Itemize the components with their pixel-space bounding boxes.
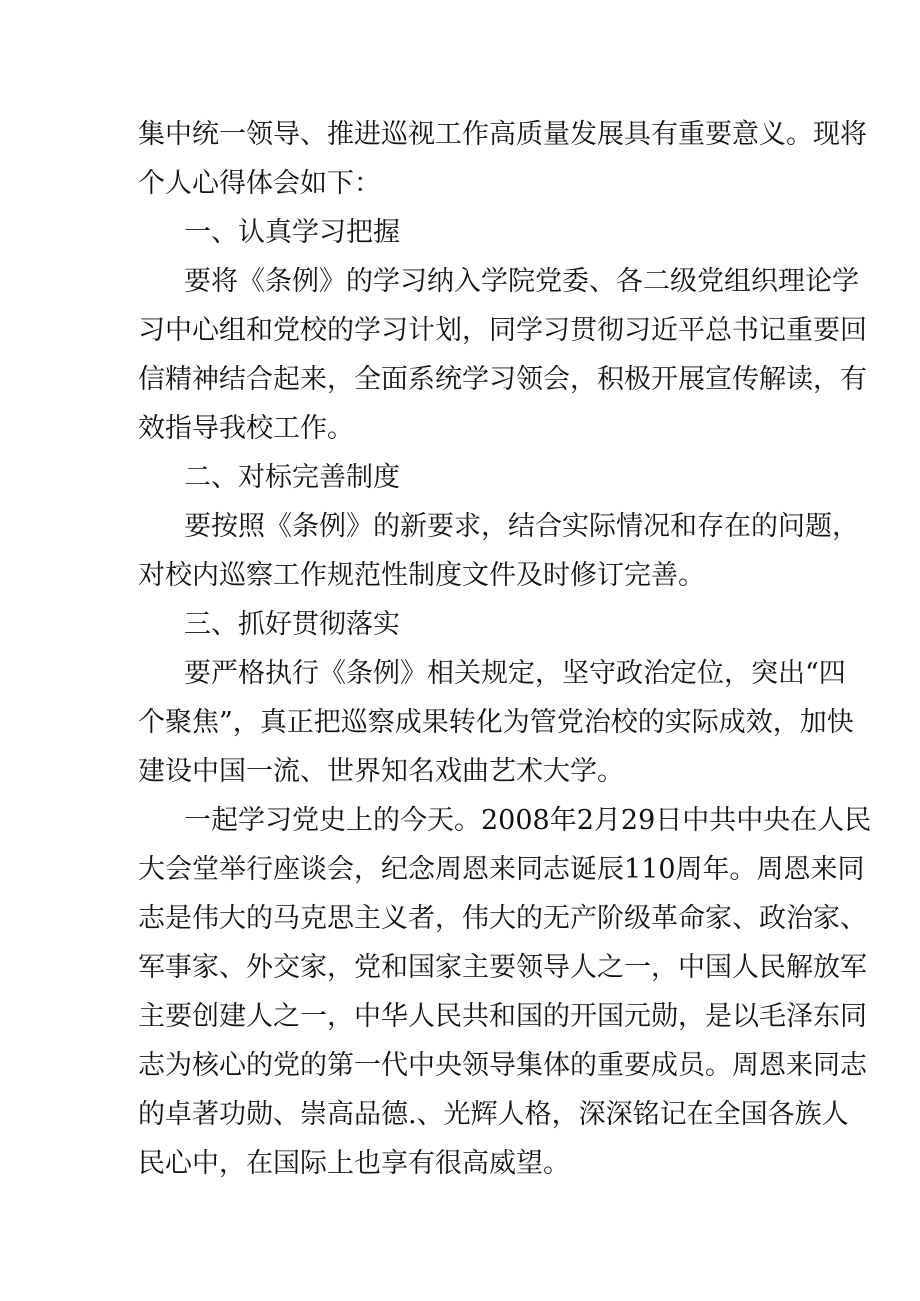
text-line-14: 建设中国一流、世界知名戏曲艺术大学。 [138,756,624,787]
text-line-5: 习中心组和党校的学习计划，同学习贯彻习近平总书记重要回 [138,315,867,346]
text-line-7: 效指导我校工作。 [138,413,354,444]
text-line-1: 集中统一领导、推进巡视工作高质量发展具有重要意义。现将 [138,119,867,150]
text-line-15: 一起学习党史上的今天。2008年2月29日中共中央在人民 [184,805,872,836]
section-heading-3: 三、抓好贯彻落实 [184,609,400,640]
text-line-9: 要按照《条例》的新要求，结合实际情况和存在的问题， [184,511,859,542]
text-line-22: 民心中，在国际上也享有很高威望。 [138,1148,570,1179]
text-line-6: 信精神结合起来，全面系统学习领会，积极开展宣传解读，有 [138,364,867,395]
text-line-18: 军事家、外交家，党和国家主要领导人之一，中国人民解放军 [138,952,867,983]
text-line-13: 个聚焦”，真正把巡察成果转化为管党治校的实际成效，加快 [138,707,854,738]
text-line-21: 的卓著功勋、崇高品德.、光辉人格，深深铭记在全国各族人 [138,1099,849,1130]
text-line-4: 要将《条例》的学习纳入学院党委、各二级党组织理论学 [184,266,859,297]
text-line-12: 要严格执行《条例》相关规定，坚守政治定位，突出“四 [184,658,846,689]
text-line-17: 志是伟大的马克思主义者，伟大的无产阶级革命家、政治家、 [138,903,867,934]
text-line-20: 志为核心的党的第一代中央领导集体的重要成员。周恩来同志 [138,1050,867,1081]
section-heading-2: 二、对标完善制度 [184,462,400,493]
text-line-2: 个人心得体会如下： [138,168,381,199]
document-page [138,110,872,1188]
text-line-16: 大会堂举行座谈会，纪念周恩来同志诞辰110周年。周恩来同 [138,854,865,885]
text-line-10: 对校内巡察工作规范性制度文件及时修订完善。 [138,560,705,591]
section-heading-1: 一、认真学习把握 [184,217,400,248]
text-line-19: 主要创建人之一，中华人民共和国的开国元勋，是以毛泽东同 [138,1001,867,1032]
